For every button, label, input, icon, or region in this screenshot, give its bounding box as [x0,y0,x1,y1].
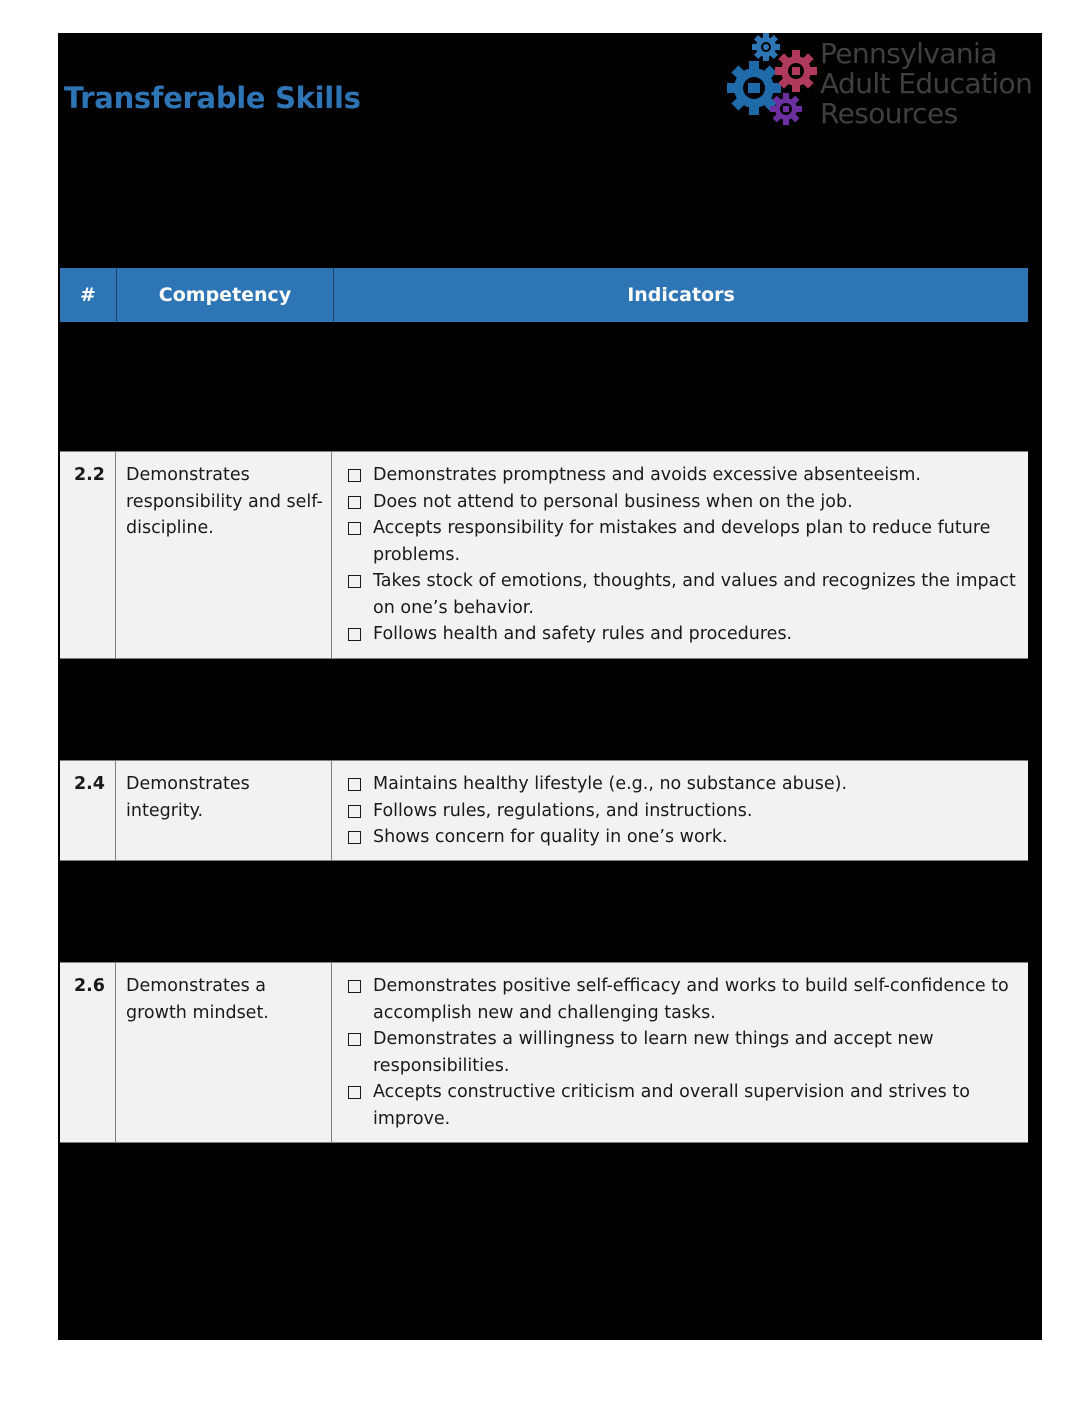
header-competency: Competency [117,268,334,322]
row-competency: Demonstrates a growth mindset. [116,963,332,1142]
table-row [60,962,1028,1143]
indicator-item [348,798,1020,825]
row-competency: Demonstrates integrity. [116,761,332,860]
logo-line-1: Pennsylvania [820,37,997,70]
indicator-item [348,973,1020,1026]
indicator-text: Accepts constructive criticism and overall supervision and strives to improve. [373,1082,970,1129]
checkbox-icon[interactable] [348,496,361,509]
table-header [60,268,1028,322]
indicator-text: Demonstrates promptness and avoids excessive absenteeism. [373,465,921,485]
checkbox-icon[interactable] [348,778,361,791]
indicator-item [348,515,1020,568]
row-indicators [332,452,1028,658]
checkbox-icon[interactable] [348,1086,361,1099]
table-row [60,760,1028,861]
row-number: 2.2 [60,452,116,658]
logo-wordmark [820,39,1032,129]
indicator-item [348,621,1020,648]
indicator-text: Demonstrates a willingness to learn new things and accept new responsibilities. [373,1029,934,1076]
header-indicators: Indicators [627,284,735,306]
logo-line-2: Adult Education [820,67,1033,100]
row-indicators [332,963,1028,1142]
indicator-item [348,568,1020,621]
indicator-text: Maintains healthy lifestyle (e.g., no substance abuse). [373,774,848,794]
indicator-item [348,462,1020,489]
indicator-text: Demonstrates positive self-efficacy and works to build self-confidence to accomplish new and challenging tasks. [373,976,1009,1023]
row-number: 2.4 [60,761,116,860]
checkbox-icon[interactable] [348,522,361,535]
indicator-text: Follows health and safety rules and procedures. [373,624,793,644]
indicator-text: Accepts responsibility for mistakes and develops plan to reduce future problems. [373,518,991,565]
indicator-item [348,489,1020,516]
page-title: Transferable Skills [64,81,361,115]
indicator-item [348,771,1020,798]
row-competency: Demonstrates responsibility and self-discipline. [116,452,332,658]
checkbox-icon[interactable] [348,575,361,588]
row-number: 2.6 [60,963,116,1142]
gears-icon [724,33,824,131]
indicator-text: Shows concern for quality in one’s work. [373,827,728,847]
indicator-item [348,824,1020,851]
checkbox-icon[interactable] [348,831,361,844]
pa-adult-education-logo [724,33,1042,131]
checkbox-icon[interactable] [348,805,361,818]
row-indicators [332,761,1028,860]
header-number: # [60,268,117,322]
document-page [58,33,1042,1340]
checkbox-icon[interactable] [348,469,361,482]
checkbox-icon[interactable] [348,628,361,641]
indicator-text: Follows rules, regulations, and instructions. [373,800,753,821]
table-row [60,451,1028,659]
checkbox-icon[interactable] [348,980,361,993]
indicator-text: Does not attend to personal business when on the job. [373,491,853,512]
indicator-item [348,1026,1020,1079]
indicator-item [348,1079,1020,1132]
checkbox-icon[interactable] [348,1033,361,1046]
logo-line-3: Resources [820,97,958,130]
indicator-text: Takes stock of emotions, thoughts, and values and recognizes the impact on one’s behavior. [373,571,1016,618]
